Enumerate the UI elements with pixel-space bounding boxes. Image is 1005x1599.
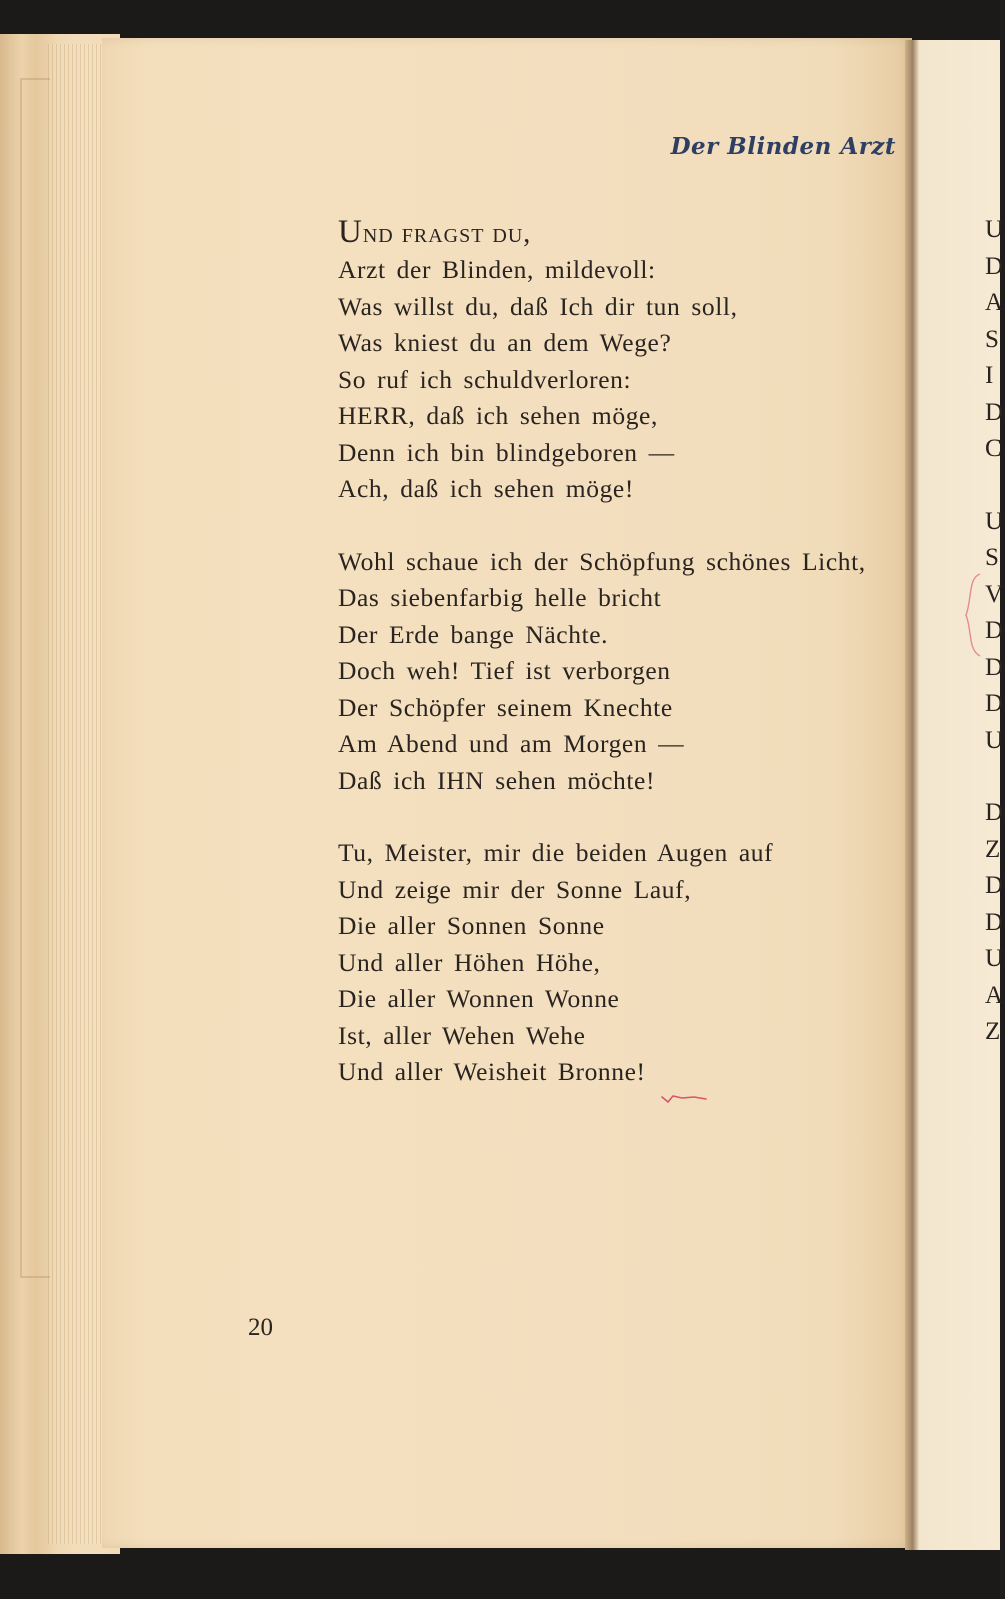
book-spine-shadow — [20, 78, 50, 1278]
facing-letter: S — [985, 325, 999, 353]
facing-letter: D — [985, 398, 1004, 426]
running-head: Der Blinden Arzt — [670, 133, 896, 160]
facing-letter: D — [985, 872, 1004, 899]
facing-letter: A — [985, 981, 1004, 1009]
page-number: 20 — [248, 1314, 273, 1341]
pencil-mark-icon — [660, 1090, 710, 1106]
stanza-1 — [338, 252, 908, 508]
facing-letter: C — [985, 435, 1002, 462]
poem-line: Was kniest du an dem Wege? — [338, 328, 672, 357]
poem-line: Daß ich IHN sehen möchte! — [338, 765, 656, 795]
facing-letter: D — [985, 799, 1004, 826]
poem-line: Am Abend und am Morgen — — [338, 729, 685, 758]
facing-letter: Z — [985, 1018, 1001, 1045]
facing-letter: U — [985, 945, 1004, 972]
facing-letter: D — [985, 653, 1004, 681]
poem — [338, 212, 908, 1091]
poem-line: Arzt der Blinden, mildevoll: — [338, 255, 656, 284]
facing-letter: I — [985, 362, 994, 389]
stanza-2 — [338, 544, 908, 800]
facing-letter: V — [985, 580, 1004, 608]
poem-line: Der Schöpfer seinem Knechte — [338, 692, 673, 722]
facing-page-text — [985, 212, 1005, 1051]
poem-line: Ist, aller Wehen Wehe — [338, 1020, 586, 1050]
poem-line: Ach, daß ich sehen möge! — [338, 474, 634, 503]
poem-line: Der Erde bange Nächte. — [338, 619, 609, 649]
poem-line: Doch weh! Tief ist verborgen — [338, 656, 671, 685]
poem-line: Und aller Weisheit Bronne! — [338, 1057, 646, 1086]
poem-line: HERR, daß ich sehen möge, — [338, 401, 658, 430]
poem-line: Denn ich bin blindgeboren — — [338, 437, 675, 467]
facing-letter: D — [985, 252, 1004, 280]
facing-letter: U — [985, 726, 1004, 754]
facing-letter: S — [985, 544, 999, 571]
poem-line: Die aller Sonnen Sonne — [338, 911, 605, 940]
facing-letter: D — [985, 690, 1004, 717]
poem-line: Was willst du, daß Ich dir tun soll, — [338, 291, 738, 321]
poem-line: Wohl schaue ich der Schöpfung schönes Licht, — [338, 546, 866, 576]
margin-bracket-icon — [958, 570, 988, 660]
facing-letter: U — [985, 507, 1004, 535]
poem-line: Tu, Meister, mir die beiden Augen auf — [338, 838, 774, 867]
poem-line: Und zeige mir der Sonne Lauf, — [338, 874, 692, 904]
poem-line: Das siebenfarbig helle bricht — [338, 583, 662, 612]
facing-letter: Z — [985, 835, 1001, 863]
facing-letter: D — [985, 617, 1004, 644]
poem-line: Die aller Wonnen Wonne — [338, 984, 620, 1013]
bottom-background — [0, 1548, 1000, 1599]
facing-letter: A — [985, 289, 1004, 316]
stanza-3 — [338, 835, 908, 1091]
poem-title-initial: U — [338, 214, 363, 250]
poem-line: So ruf ich schuldverloren: — [338, 364, 632, 394]
facing-letter: D — [985, 908, 1004, 936]
poem-title-rest: nd fragst du, — [362, 218, 532, 249]
facing-letter: U — [985, 216, 1004, 243]
poem-line: Und aller Höhen Höhe, — [338, 947, 601, 977]
poem-title — [338, 212, 908, 252]
